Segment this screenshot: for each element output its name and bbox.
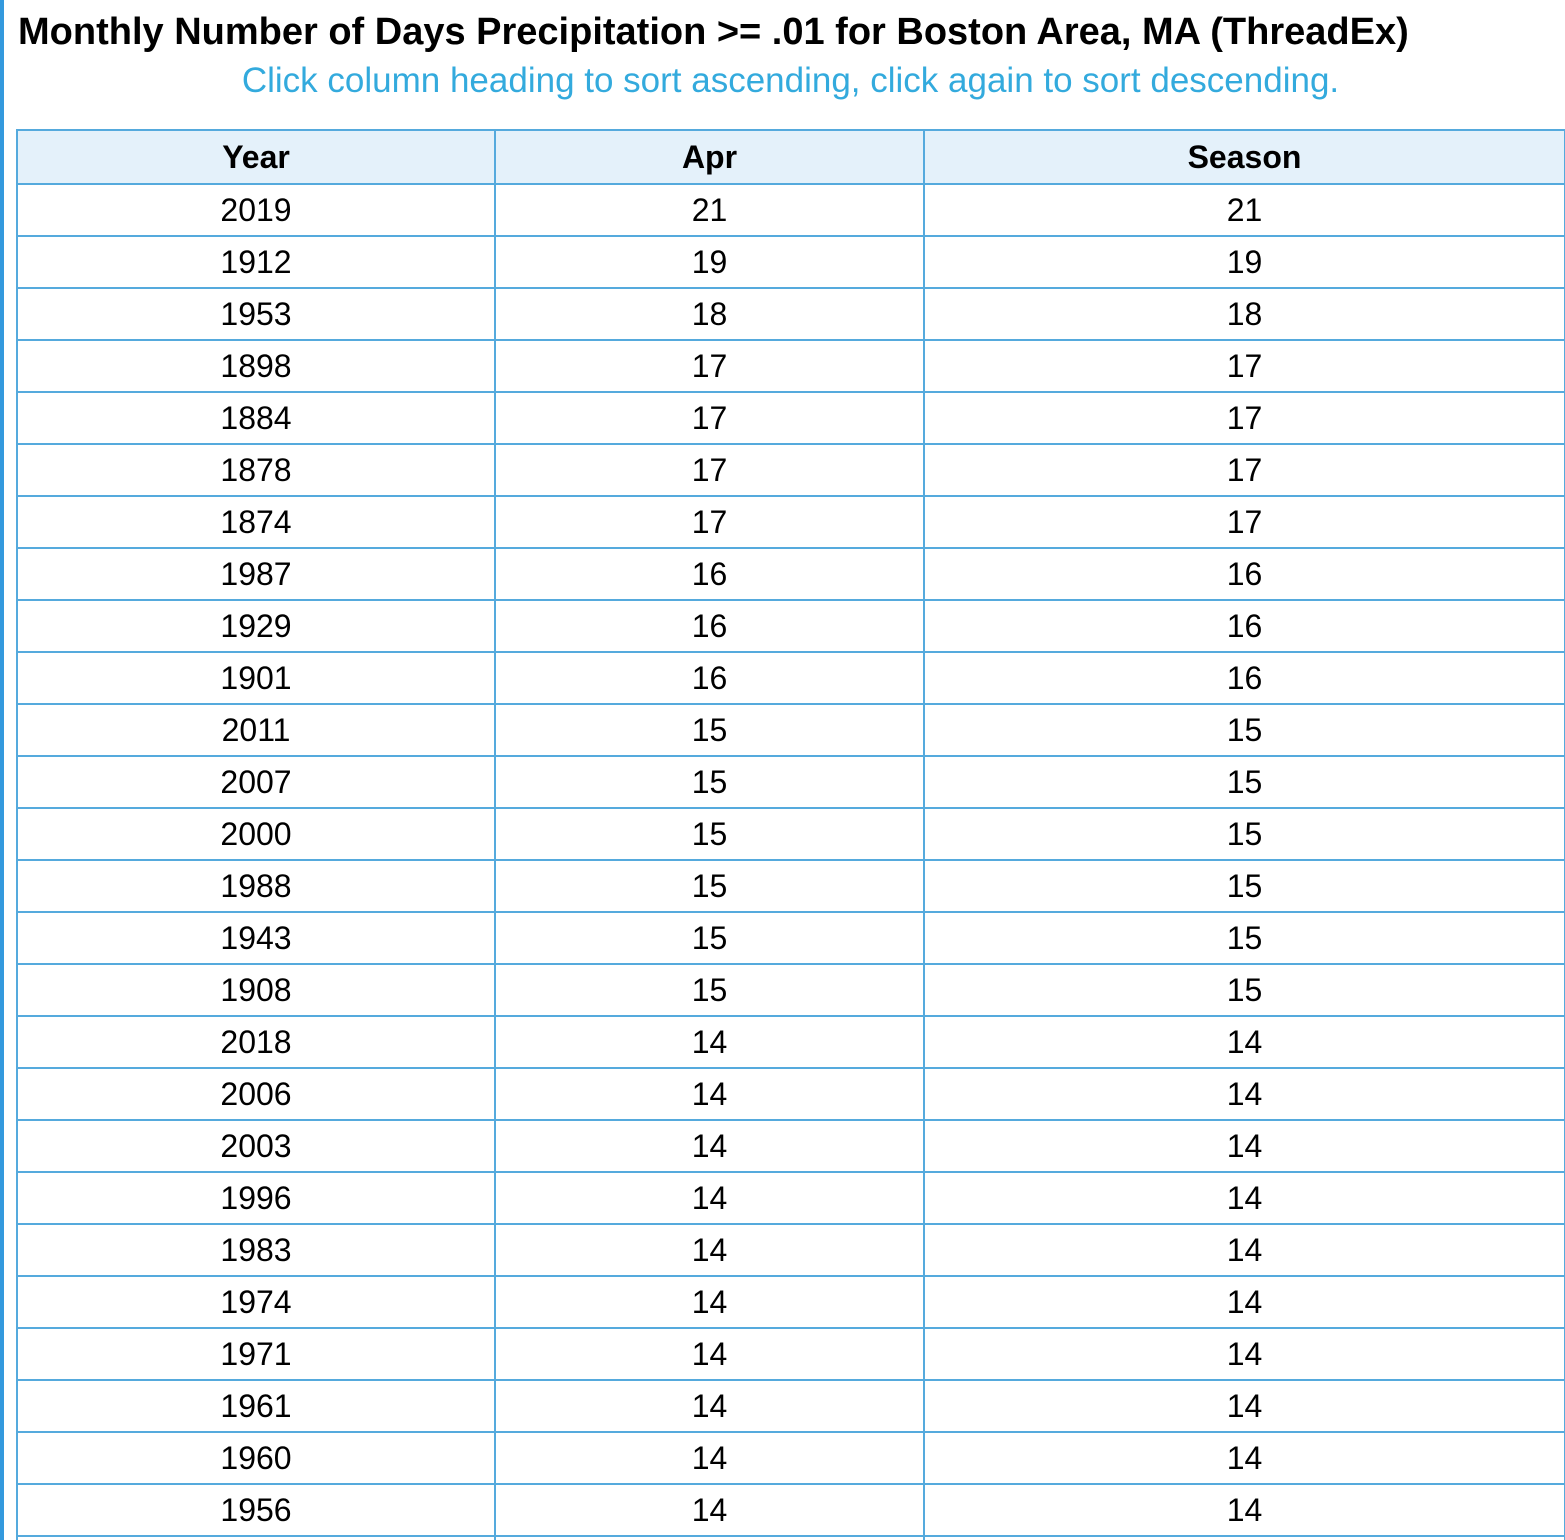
cell-season: 16 <box>924 652 1565 704</box>
cell-apr: 17 <box>495 444 924 496</box>
cell-year: 1898 <box>17 340 495 392</box>
cell-year: 1974 <box>17 1276 495 1328</box>
cell-apr: 15 <box>495 964 924 1016</box>
cell-season <box>924 1536 1565 1540</box>
table-row <box>17 288 1565 340</box>
cell-season: 16 <box>924 548 1565 600</box>
table-row <box>17 1224 1565 1276</box>
table-row <box>17 496 1565 548</box>
cell-year: 2006 <box>17 1068 495 1120</box>
table-row <box>17 1484 1565 1536</box>
cell-season: 14 <box>924 1016 1565 1068</box>
cell-year: 1996 <box>17 1172 495 1224</box>
cell-season: 17 <box>924 392 1565 444</box>
cell-season: 14 <box>924 1380 1565 1432</box>
cell-season: 14 <box>924 1276 1565 1328</box>
cell-year: 1971 <box>17 1328 495 1380</box>
cell-season: 15 <box>924 704 1565 756</box>
table-row <box>17 1068 1565 1120</box>
sort-instructions: Click column heading to sort ascending, click again to sort descending. <box>241 61 1340 100</box>
cell-apr: 15 <box>495 704 924 756</box>
cell-apr: 14 <box>495 1328 924 1380</box>
cell-year <box>17 1536 495 1540</box>
cell-apr: 18 <box>495 288 924 340</box>
table-body <box>17 184 1565 1540</box>
cell-apr: 17 <box>495 392 924 444</box>
cell-apr: 14 <box>495 1380 924 1432</box>
cell-season: 14 <box>924 1432 1565 1484</box>
cell-apr: 14 <box>495 1016 924 1068</box>
cell-season: 15 <box>924 912 1565 964</box>
cell-apr <box>495 1536 924 1540</box>
column-header-apr[interactable]: Apr <box>495 130 924 184</box>
cell-year: 1874 <box>17 496 495 548</box>
table-row <box>17 1328 1565 1380</box>
cell-year: 2018 <box>17 1016 495 1068</box>
cell-season: 17 <box>924 444 1565 496</box>
cell-apr: 14 <box>495 1120 924 1172</box>
cell-year: 1908 <box>17 964 495 1016</box>
cell-apr: 14 <box>495 1068 924 1120</box>
table-row <box>17 1120 1565 1172</box>
cell-season: 14 <box>924 1068 1565 1120</box>
cell-year: 1961 <box>17 1380 495 1432</box>
table-row <box>17 1536 1565 1540</box>
cell-year: 1960 <box>17 1432 495 1484</box>
cell-year: 1901 <box>17 652 495 704</box>
cell-apr: 16 <box>495 652 924 704</box>
cell-apr: 16 <box>495 600 924 652</box>
cell-apr: 15 <box>495 860 924 912</box>
column-header-season[interactable]: Season <box>924 130 1565 184</box>
table-row <box>17 704 1565 756</box>
cell-year: 1987 <box>17 548 495 600</box>
table-row <box>17 236 1565 288</box>
cell-year: 2019 <box>17 184 495 236</box>
cell-season: 19 <box>924 236 1565 288</box>
table-row <box>17 652 1565 704</box>
cell-season: 14 <box>924 1120 1565 1172</box>
cell-apr: 14 <box>495 1224 924 1276</box>
table-row <box>17 808 1565 860</box>
table-row <box>17 184 1565 236</box>
table-row <box>17 548 1565 600</box>
cell-year: 1878 <box>17 444 495 496</box>
precipitation-days-table <box>16 129 1565 1540</box>
table-row <box>17 1380 1565 1432</box>
cell-year: 2003 <box>17 1120 495 1172</box>
header-row <box>17 130 1565 184</box>
cell-season: 14 <box>924 1328 1565 1380</box>
cell-year: 1988 <box>17 860 495 912</box>
cell-apr: 16 <box>495 548 924 600</box>
cell-season: 14 <box>924 1172 1565 1224</box>
cell-year: 1956 <box>17 1484 495 1536</box>
table-row <box>17 860 1565 912</box>
cell-apr: 14 <box>495 1432 924 1484</box>
cell-apr: 15 <box>495 756 924 808</box>
table-row <box>17 340 1565 392</box>
cell-season: 14 <box>924 1484 1565 1536</box>
cell-apr: 14 <box>495 1484 924 1536</box>
cell-apr: 15 <box>495 912 924 964</box>
table-row <box>17 756 1565 808</box>
table-row <box>17 1432 1565 1484</box>
cell-season: 14 <box>924 1224 1565 1276</box>
page-title: Monthly Number of Days Precipitation >= .01 for Boston Area, MA (ThreadEx) <box>18 11 1409 53</box>
cell-season: 15 <box>924 964 1565 1016</box>
table-row <box>17 1276 1565 1328</box>
cell-season: 16 <box>924 600 1565 652</box>
cell-year: 2007 <box>17 756 495 808</box>
cell-apr: 17 <box>495 496 924 548</box>
cell-apr: 14 <box>495 1276 924 1328</box>
table-row <box>17 600 1565 652</box>
cell-season: 17 <box>924 496 1565 548</box>
left-border-rule <box>0 0 4 1540</box>
cell-season: 18 <box>924 288 1565 340</box>
table-row <box>17 1016 1565 1068</box>
cell-year: 1912 <box>17 236 495 288</box>
cell-year: 2000 <box>17 808 495 860</box>
cell-year: 1929 <box>17 600 495 652</box>
cell-season: 15 <box>924 756 1565 808</box>
table-header <box>17 130 1565 184</box>
cell-season: 17 <box>924 340 1565 392</box>
cell-year: 1884 <box>17 392 495 444</box>
table-row <box>17 1172 1565 1224</box>
cell-apr: 17 <box>495 340 924 392</box>
cell-apr: 14 <box>495 1172 924 1224</box>
cell-apr: 15 <box>495 808 924 860</box>
cell-year: 2011 <box>17 704 495 756</box>
column-header-year[interactable]: Year <box>17 130 495 184</box>
cell-year: 1983 <box>17 1224 495 1276</box>
table-row <box>17 964 1565 1016</box>
cell-season: 21 <box>924 184 1565 236</box>
cell-apr: 19 <box>495 236 924 288</box>
cell-year: 1943 <box>17 912 495 964</box>
cell-apr: 21 <box>495 184 924 236</box>
cell-year: 1953 <box>17 288 495 340</box>
table-row <box>17 444 1565 496</box>
table-row <box>17 912 1565 964</box>
cell-season: 15 <box>924 808 1565 860</box>
cell-season: 15 <box>924 860 1565 912</box>
table-row <box>17 392 1565 444</box>
